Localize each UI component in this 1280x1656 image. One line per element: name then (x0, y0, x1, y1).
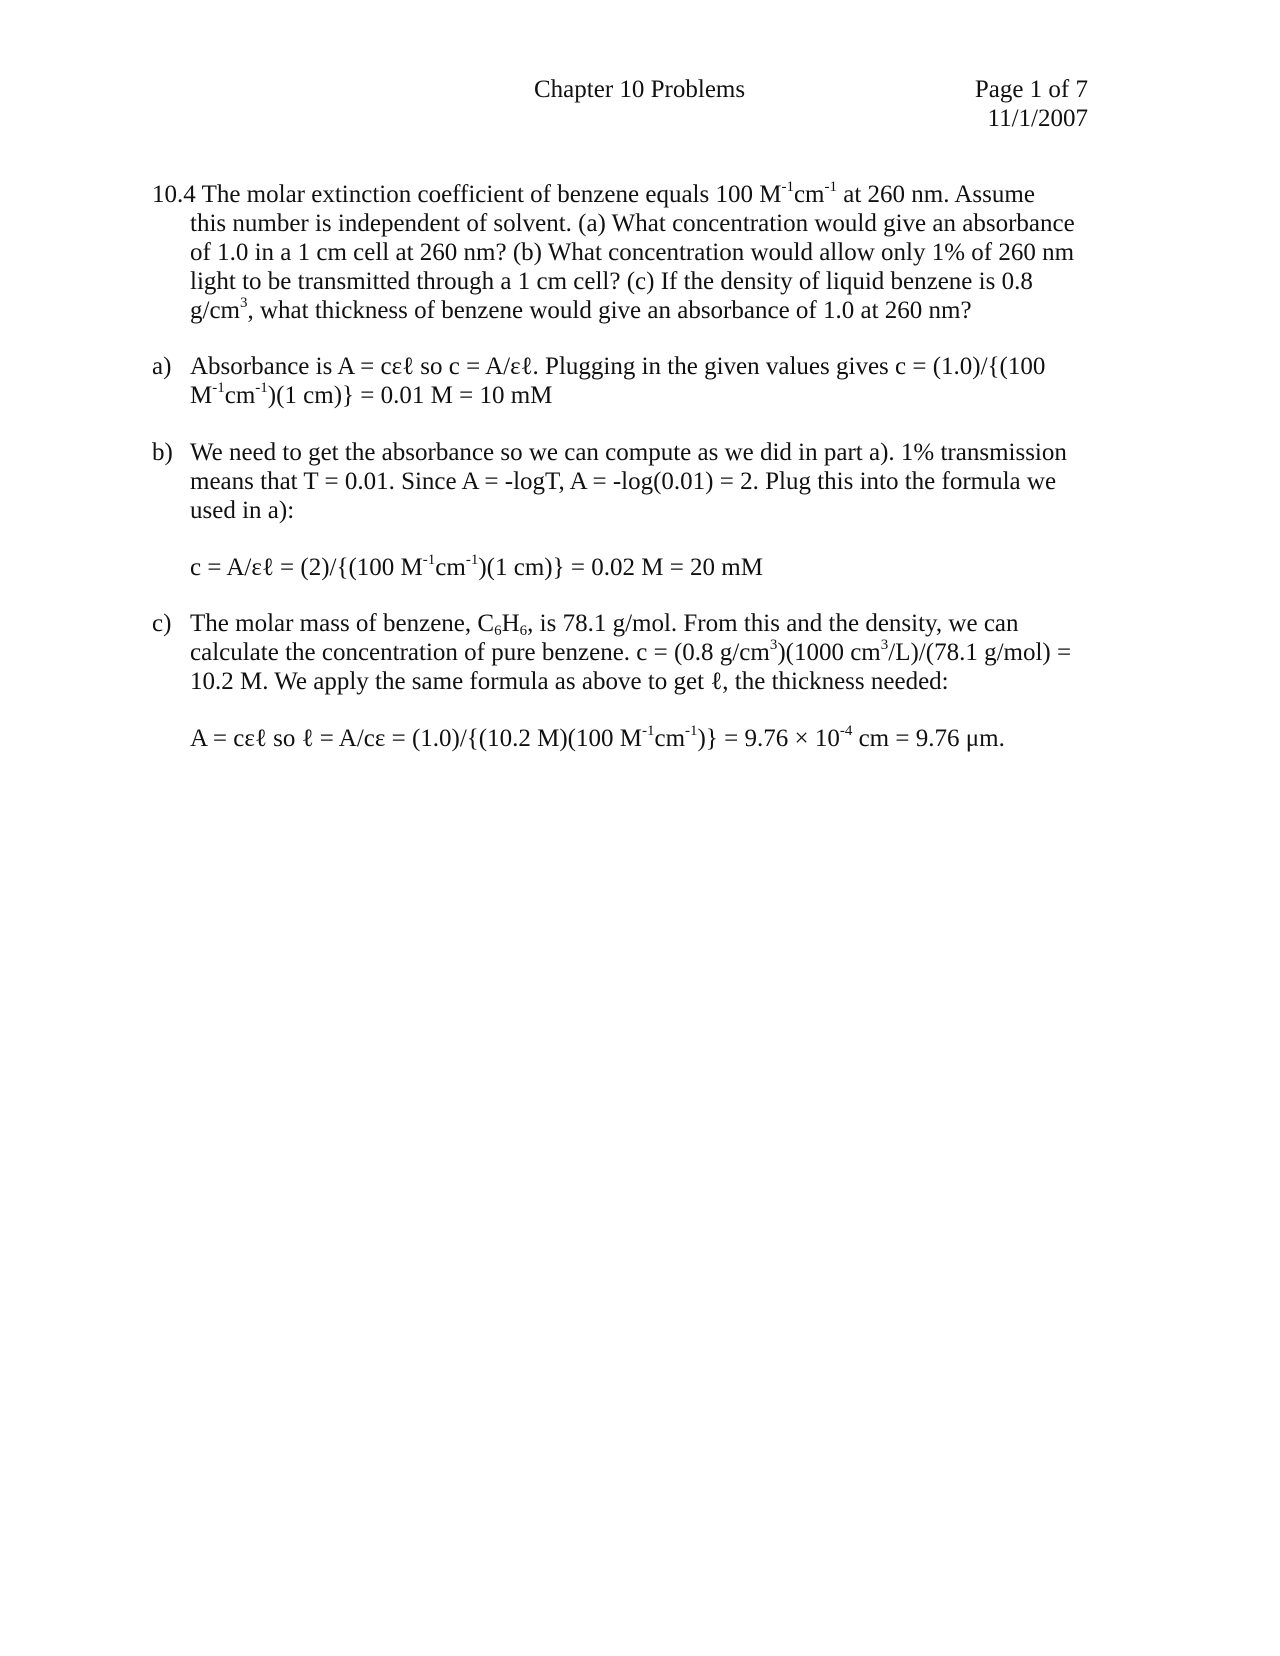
answer-b-line-3: used in a): (190, 497, 295, 524)
answer-b (152, 438, 1096, 525)
answer-a-label: a) (152, 353, 172, 380)
page-date: 11/1/2007 (987, 105, 1088, 132)
answer-c-equation: A = cεℓ so ℓ = A/cε = (1.0)/{(10.2 M)(100 $M^{-1}cm^{-1})\} = 9.76 \times 10^{-4}$ cm = 9.76 μm. (190, 723, 1005, 752)
problem-line-5: $g/cm^3$, what thickness of benzene would give an absorbance of 1.0 at 260 nm? (190, 295, 972, 324)
answer-a-line-1: Absorbance is A = cεℓ so c = A/εℓ. Plugging in the given values gives c = (1.0)/{(100 (190, 353, 1046, 380)
problem-number: 10.4 (152, 181, 196, 208)
problem-line-4: light to be transmitted through a 1 cm cell? (c) If the density of liquid benzene is 0.8 (190, 268, 1033, 295)
answer-c-line-2: calculate the concentration of pure benzene. c = (0.8 $g/cm^3)(1000$ $cm^3/L)/(78.1$ g/mol) = (190, 637, 1072, 666)
answer-c (152, 609, 1096, 696)
answer-a-line-2: $M^{-1}cm^{-1})(1$ cm)} = 0.01 M = 10 mM (190, 380, 553, 409)
answer-c-line-1: The molar mass of benzene, $C_6H_6$, is 78.1 g/mol. From this and the density, we can (190, 610, 1019, 639)
page-number: Page 1 of 7 (974, 76, 1088, 103)
problem-line-3: of 1.0 in a 1 cm cell at 260 nm? (b) What concentration would allow only 1% of 260 nm (190, 239, 1075, 266)
answer-b-line-2: means that T = 0.01. Since A = -logT, A = -log(0.01) = 2. Plug this into the formula we (190, 468, 1057, 495)
answer-a (152, 352, 1096, 410)
answer-c-line-3: 10.2 M. We apply the same formula as above to get ℓ, the thickness needed: (190, 668, 949, 695)
problem-statement (152, 180, 1096, 325)
answer-c-label: c) (152, 610, 172, 637)
chapter-title: Chapter 10 Problems (534, 76, 746, 103)
problem-line-1: 10.4 The molar extinction coefficient of benzene equals 100 $M^{-1}cm^{-1}$ at 260 nm. Assume (152, 179, 1035, 208)
answer-b-label: b) (152, 439, 173, 466)
page-info (975, 75, 1088, 133)
answer-b-equation: c = A/εℓ = (2)/{(100 $M^{-1}cm^{-1})(1$ cm)} = 0.02 M = 20 mM (190, 552, 763, 581)
answer-b-line-1: We need to get the absorbance so we can compute as we did in part a). 1% transmission (190, 439, 1067, 466)
problem-line-2: this number is independent of solvent. (a) What concentration would give an absorbance (190, 210, 1075, 237)
